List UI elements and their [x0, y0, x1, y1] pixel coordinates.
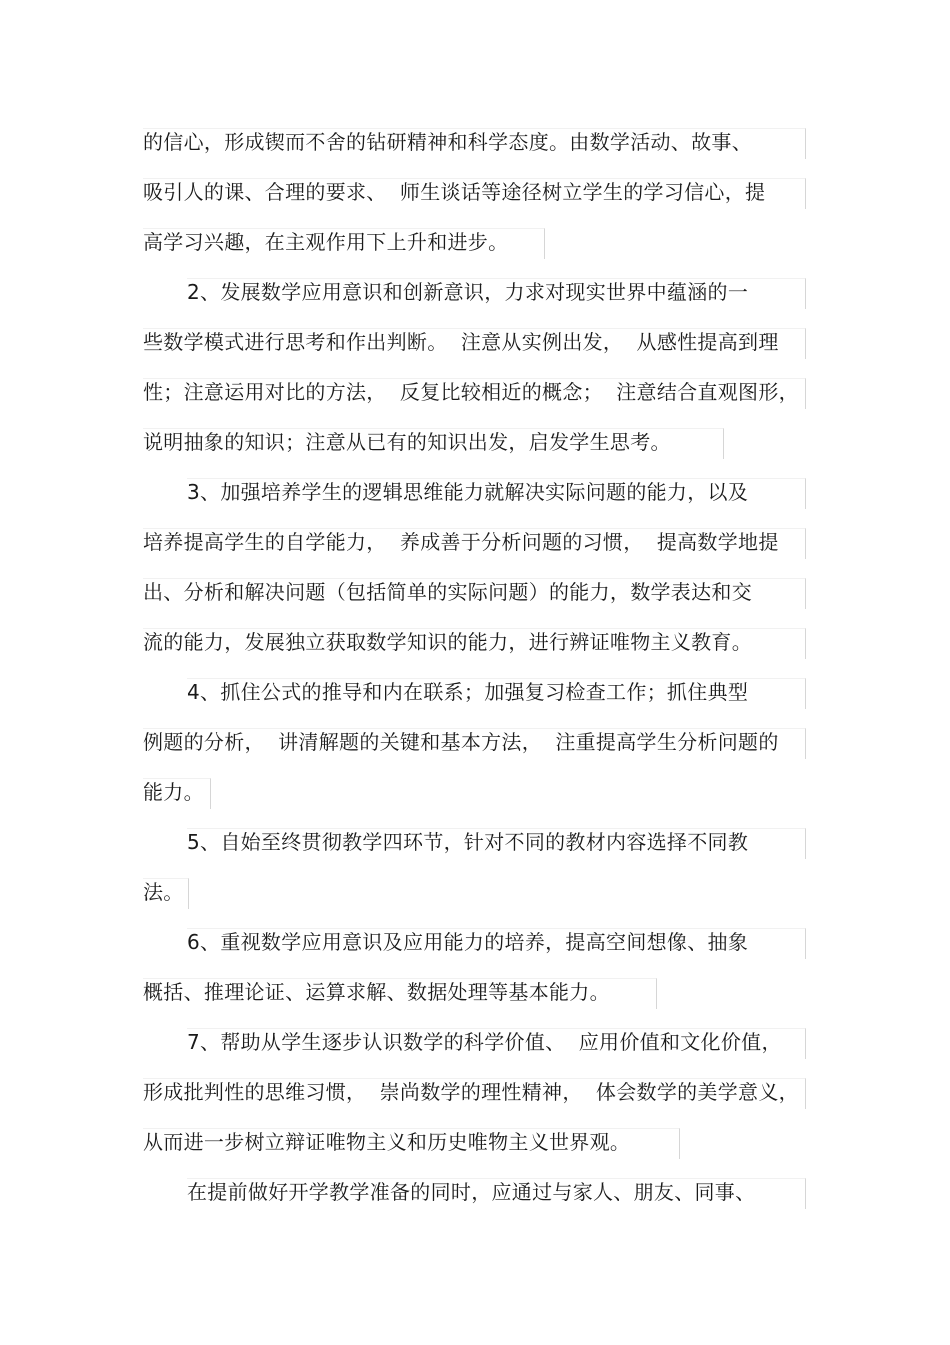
text-line: 说明抽象的知识；注意从已有的知识出发，启发学生思考。 — [143, 430, 671, 454]
text-line: 能力。 — [143, 780, 204, 804]
text-line: 概括、推理论证、运算求解、数据处理等基本能力。 — [143, 980, 610, 1004]
text-line: 5、自始至终贯彻教学四环节，针对不同的教材内容选择不同教 — [187, 830, 749, 854]
text-line: 从而进一步树立辩证唯物主义和历史唯物主义世界观。 — [143, 1130, 631, 1154]
text-line: 出、分析和解决问题（包括简单的实际问题）的能力，数学表达和交 — [143, 580, 752, 604]
text-line: 例题的分析， 讲清解题的关键和基本方法， 注重提高学生分析问题的 — [143, 730, 779, 754]
text-line: 的信心，形成锲而不舍的钻研精神和科学态度。由数学活动、故事、 — [143, 130, 752, 154]
text-line: 吸引人的课、合理的要求、 师生谈话等途径树立学生的学习信心，提 — [143, 180, 766, 204]
text-line: 性；注意运用对比的方法， 反复比较相近的概念； 注意结合直观图形， — [143, 380, 799, 404]
text-line: 6、重视数学应用意识及应用能力的培养，提高空间想像、抽象 — [187, 930, 749, 954]
text-line: 2、发展数学应用意识和创新意识，力求对现实世界中蕴涵的一 — [187, 280, 749, 304]
text-line: 形成批判性的思维习惯， 崇尚数学的理性精神， 体会数学的美学意义， — [143, 1080, 799, 1104]
text-line: 些数学模式进行思考和作出判断。 注意从实例出发， 从感性提高到理 — [143, 330, 779, 354]
text-line: 在提前做好开学教学准备的同时，应通过与家人、朋友、同事、 — [187, 1180, 756, 1204]
text-line: 法。 — [143, 880, 184, 904]
text-line: 培养提高学生的自学能力， 养成善于分析问题的习惯， 提高数学地提 — [143, 530, 779, 554]
text-line: 高学习兴趣，在主观作用下上升和进步。 — [143, 230, 509, 254]
text-line: 流的能力，发展独立获取数学知识的能力，进行辨证唯物主义教育。 — [143, 630, 752, 654]
text-line: 3、加强培养学生的逻辑思维能力就解决实际问题的能力，以及 — [187, 480, 749, 504]
text-line: 7、帮助从学生逐步认识数学的科学价值、 应用价值和文化价值， — [187, 1030, 782, 1054]
text-line: 4、抓住公式的推导和内在联系；加强复习检查工作；抓住典型 — [187, 680, 749, 704]
